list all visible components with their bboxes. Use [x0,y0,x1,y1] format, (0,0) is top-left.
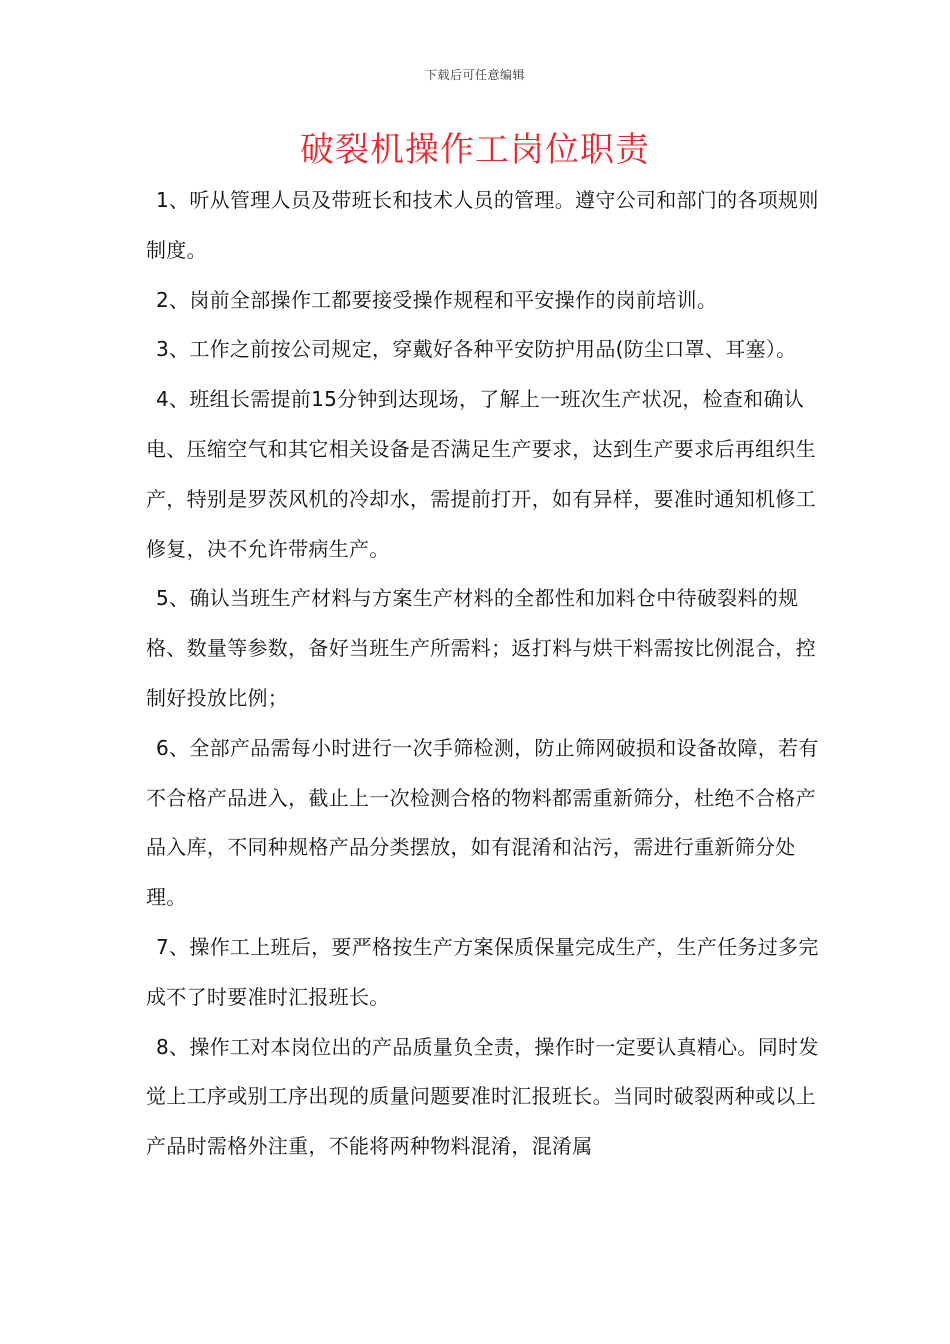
paragraph-4: 4、班组长需提前15分钟到达现场，了解上一班次生产状况，检查和确认电、压缩空气和其它相关设备是否满足生产要求，达到生产要求后再组织生产，特别是罗茨风机的冷却水，需提前打开，如有异样，要准时通知机修工修复，决不允许带病生产。 [146,387,816,561]
paragraph-2: 2、岗前全部操作工都要接受操作规程和平安操作的岗前培训。 [156,287,718,312]
header-note: 下载后可任意编辑 [424,68,525,82]
paragraph-3: 3、工作之前按公司规定，穿戴好各种平安防护用品(防尘口罩、耳塞）。 [156,337,797,362]
document-body [146,176,826,1172]
paragraph-5: 5、确认当班生产材料与方案生产材料的全都性和加料仓中待破裂料的规格、数量等参数，备好当班生产所需料；返打料与烘干料需按比例混合，控制好投放比例； [146,586,816,710]
paragraph-7: 7、操作工上班后，要严格按生产方案保质保量完成生产，生产任务过多完成不了时要准时汇报班长。 [146,934,819,1009]
paragraph-8: 8、操作工对本岗位出的产品质量负全责，操作时一定要认真精心。同时发觉上工序或别工序出现的质量问题要准时汇报班长。当同时破裂两种或以上产品时需格外注重，不能将两种物料混淆，混淆属 [146,1034,819,1159]
paragraph-6: 6、全部产品需每小时进行一次手筛检测，防止筛网破损和设备故障，若有不合格产品进入，截止上一次检测合格的物料都需重新筛分，杜绝不合格产品入库，不同种规格产品分类摆放，如有混淆和沾污，需进行重新筛分处理。 [146,735,819,910]
document-title: 破裂机操作工岗位职责 [300,130,650,170]
paragraph-1: 1、听从管理人员及带班长和技术人员的管理。遵守公司和部门的各项规则制度。 [146,188,819,262]
